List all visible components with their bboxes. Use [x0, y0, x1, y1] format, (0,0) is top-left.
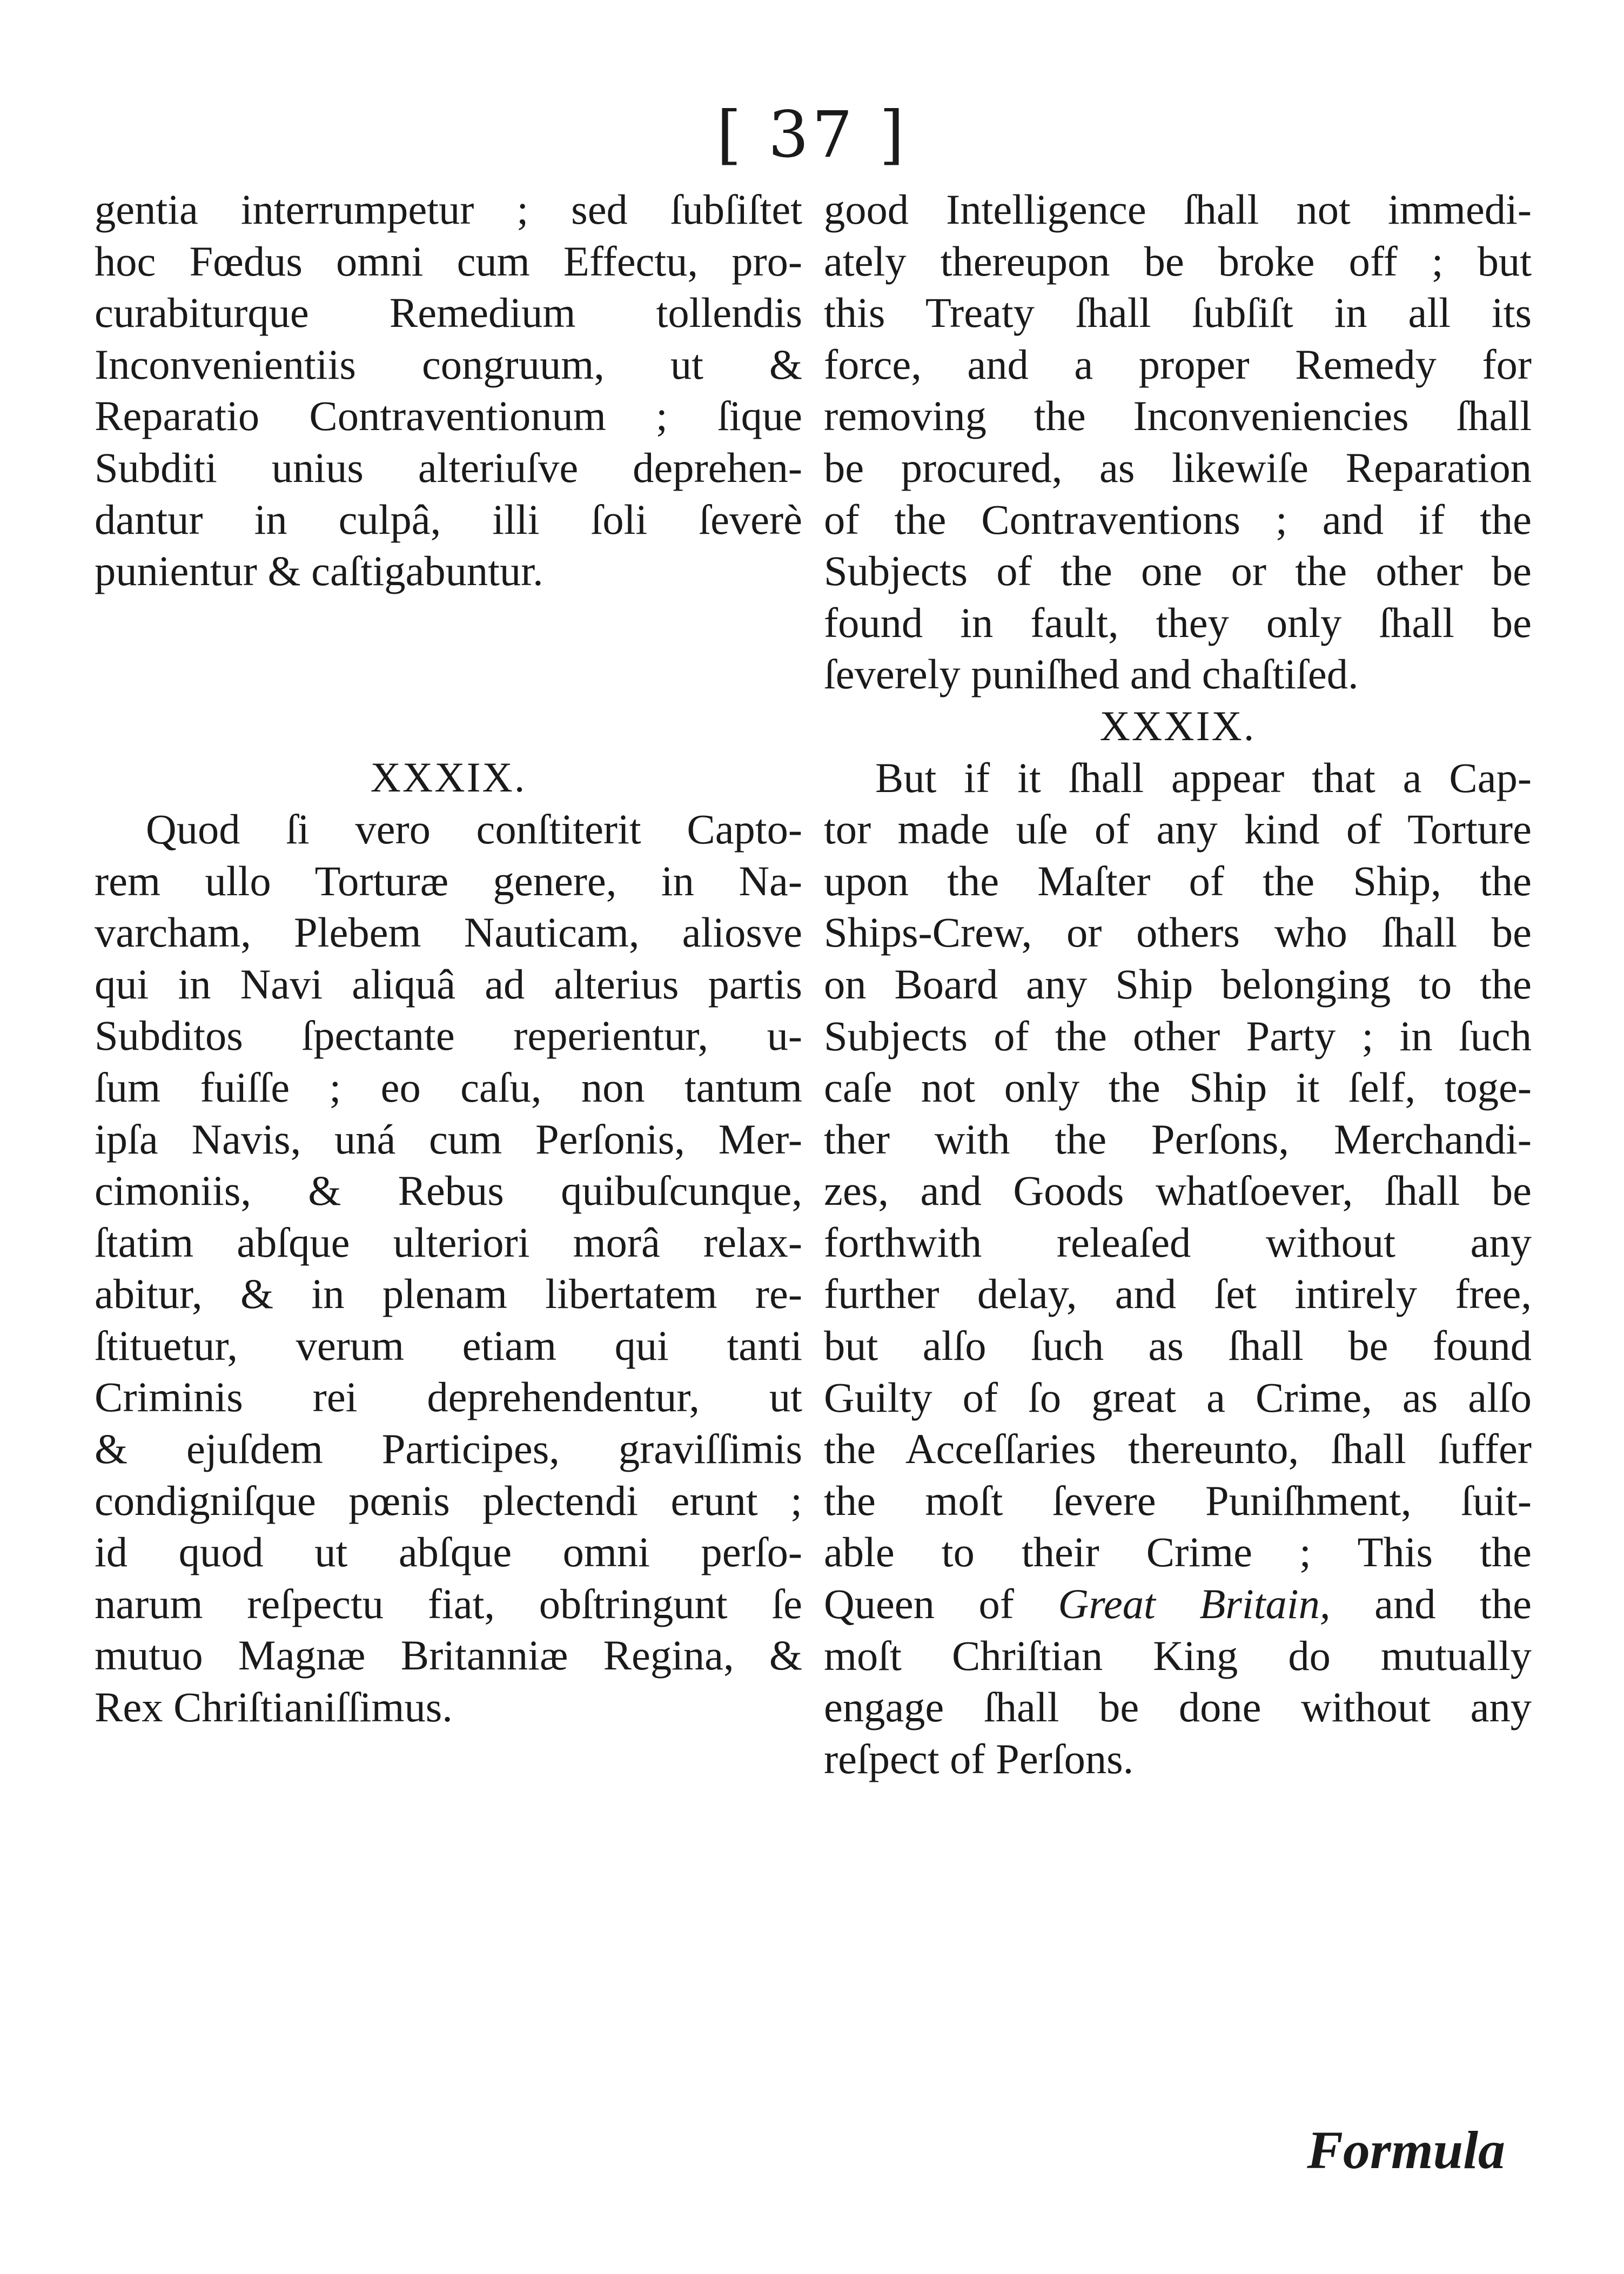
latin-intro-line: dantur in culpâ, illi ſoli ſeverè — [95, 495, 802, 543]
english-intro-line: force, and a proper Remedy for — [824, 340, 1532, 388]
english-intro-line: found in fault, they only ſhall be — [824, 599, 1532, 646]
english-body-line: the Acceſſaries thereunto, ſhall ſuffer — [824, 1425, 1532, 1473]
english-intro-line: be procured, as likewiſe Reparation — [824, 444, 1532, 491]
english-intro-line: removing the Inconveniencies ſhall — [824, 392, 1532, 440]
english-closing-line: reſpect of Perſons. — [824, 1735, 1134, 1782]
latin-body-line: rem ullo Torturæ genere, in Na- — [95, 857, 802, 904]
latin-body-line: Quod ſi vero conſtiterit Capto- — [146, 805, 802, 853]
english-body-line: but alſo ſuch as ſhall be found — [824, 1322, 1532, 1370]
latin-body-line: Rex Chriſtianiſſimus. — [95, 1683, 453, 1731]
latin-gap — [95, 700, 802, 752]
latin-body-line: id quod ut abſque omni perſo- — [95, 1528, 802, 1576]
latin-intro-line: Reparatio Contraventionum ; ſique — [95, 392, 802, 440]
latin-body-line: ſtatim abſque ulteriori morâ relax- — [95, 1218, 802, 1266]
latin-body-line: ſum fuiſſe ; eo caſu, non tantum — [95, 1063, 802, 1111]
english-intro-line: good Intelligence ſhall not immedi- — [824, 186, 1532, 233]
english-body-line: the moſt ſevere Puniſhment, ſuit- — [824, 1477, 1532, 1524]
english-body-line: zes, and Goods whatſoever, ſhall be — [824, 1167, 1532, 1215]
latin-body-line: ipſa Navis, uná cum Perſonis, Mer- — [95, 1115, 802, 1163]
latin-body-line: & ejuſdem Participes, graviſſimis — [95, 1425, 802, 1473]
english-body-line: But if it ſhall appear that a Cap- — [875, 754, 1532, 801]
latin-body-line: abitur, & in plenam libertatem re- — [95, 1270, 802, 1318]
english-intro-line: of the Contraventions ; and if the — [824, 495, 1532, 543]
english-body-line: ther with the Perſons, Merchandi- — [824, 1115, 1532, 1163]
english-body-line: tor made uſe of any kind of Torture — [824, 806, 1532, 853]
english-body-line: caſe not only the Ship it ſelf, toge- — [824, 1064, 1532, 1111]
latin-body-line: mutuo Magnæ Britanniæ Regina, & — [95, 1632, 802, 1679]
page-number: [ 37 ] — [716, 97, 908, 172]
english-closing-line: moſt Chriſtian King do mutually — [824, 1632, 1532, 1679]
english-body-line: able to their Crime ; This the — [824, 1528, 1532, 1576]
english-column — [824, 184, 1532, 1785]
latin-intro-line: hoc Fœdus omni cum Effectu, pro- — [95, 237, 802, 285]
english-queen-line — [824, 1578, 1532, 1630]
latin-body-line: ſtituetur, verum etiam qui tanti — [95, 1322, 802, 1369]
latin-intro-line: curabiturque Remedium tollendis — [95, 289, 802, 337]
english-intro-line: this Treaty ſhall ſubſiſt in all its — [824, 289, 1532, 337]
queen-line-prefix: Queen of — [824, 1580, 1058, 1628]
latin-body-line: Subditos ſpectante reperientur, u- — [95, 1012, 802, 1059]
english-body-line: Ships-Crew, or others who ſhall be — [824, 909, 1532, 956]
english-intro-line: Subjects of the one or the other be — [824, 547, 1532, 595]
latin-body-line: cimoniis, & Rebus quibuſcunque, — [95, 1167, 802, 1215]
latin-body-line: Criminis rei deprehendentur, ut — [95, 1373, 802, 1421]
latin-gap — [95, 597, 802, 700]
latin-intro-line: Inconvenientiis congruum, ut & — [95, 340, 802, 388]
catchword: Formula — [1307, 2120, 1505, 2180]
english-body-line: forthwith releaſed without any — [824, 1218, 1532, 1266]
latin-intro-line: gentia interrumpetur ; sed ſubſiſtet — [95, 186, 802, 233]
english-article-heading: XXXIX. — [1099, 702, 1256, 749]
english-body-line: upon the Maſter of the Ship, the — [824, 857, 1532, 904]
latin-body-line: varcham, Plebem Nauticam, aliosve — [95, 909, 802, 956]
english-body-line: Subjects of the other Party ; in ſuch — [824, 1012, 1532, 1059]
great-britain-italic: Great Britain, — [1058, 1580, 1331, 1628]
english-body-line: further delay, and ſet intirely free, — [824, 1270, 1532, 1318]
latin-body-line: condigniſque pœnis plectendi erunt ; — [95, 1477, 802, 1524]
latin-body-line: narum reſpectu fiat, obſtringunt ſe — [95, 1580, 802, 1627]
queen-line-suffix: and the — [1330, 1580, 1532, 1628]
latin-intro-line: punientur & caſtigabuntur. — [95, 547, 543, 595]
english-intro-line: ately thereupon be broke off ; but — [824, 237, 1532, 285]
english-closing-line: engage ſhall be done without any — [824, 1683, 1532, 1731]
latin-column — [95, 184, 802, 1733]
english-body-line: Guilty of ſo great a Crime, as alſo — [824, 1373, 1532, 1421]
latin-article-heading: XXXIX. — [370, 754, 527, 801]
latin-body-line: qui in Navi aliquâ ad alterius partis — [95, 960, 802, 1008]
latin-intro-line: Subditi unius alteriuſve deprehen- — [95, 444, 802, 491]
english-intro-line: ſeverely puniſhed and chaſtiſed. — [824, 650, 1359, 698]
english-body-line: on Board any Ship belonging to the — [824, 960, 1532, 1008]
